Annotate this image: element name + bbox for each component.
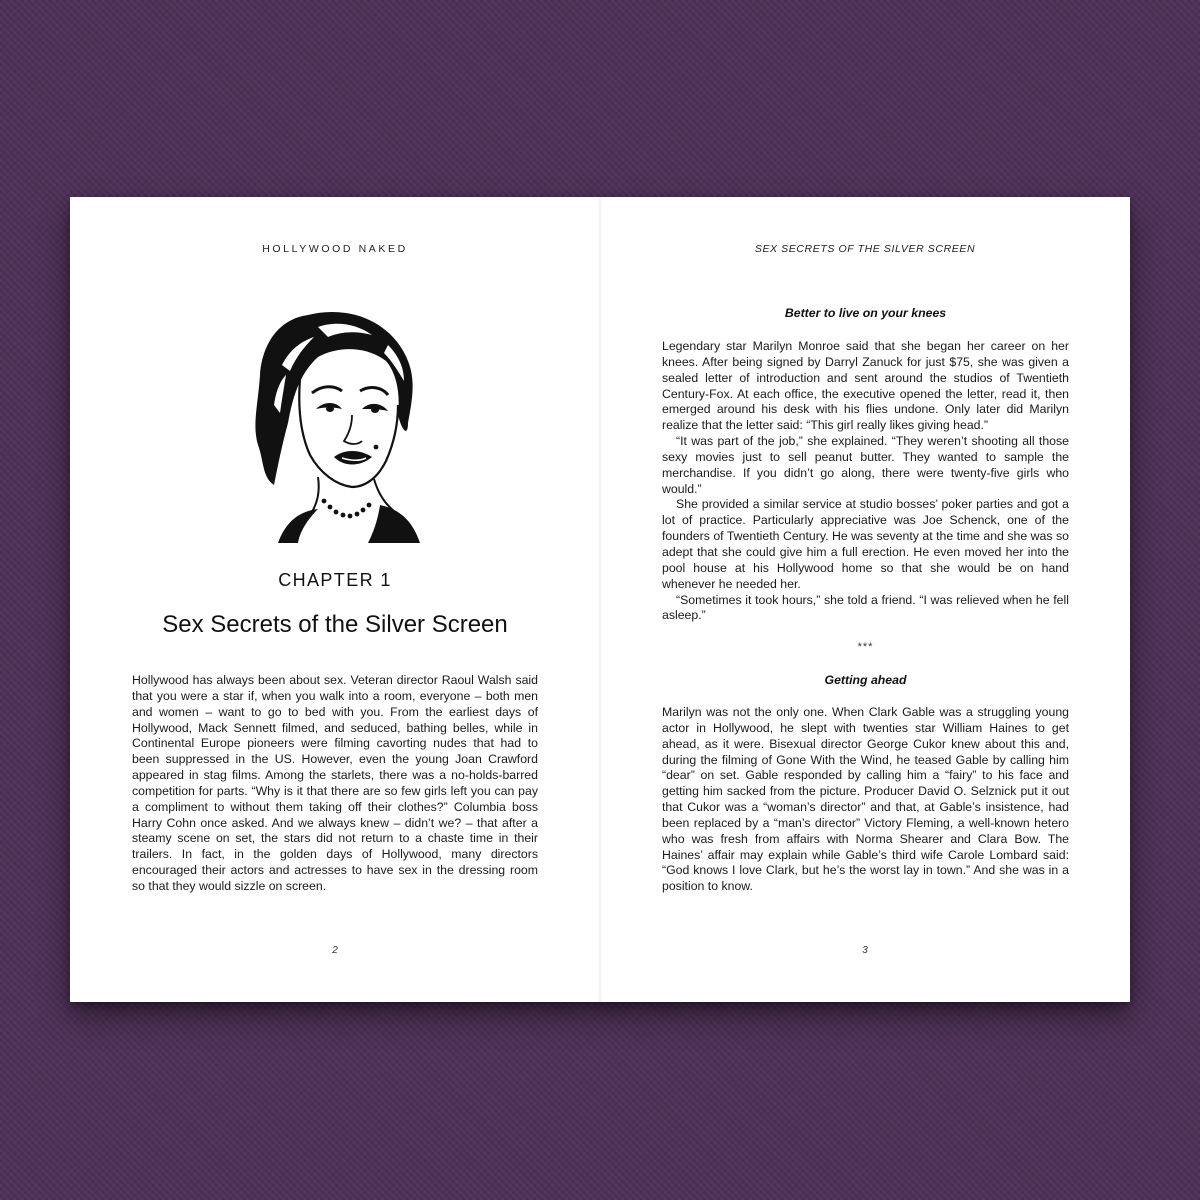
left-page-number: 2 (332, 945, 338, 956)
section-body-getting-ahead (662, 705, 1069, 895)
section-heading-knees: Better to live on your knees (784, 306, 947, 320)
section-heading-getting-ahead: Getting ahead (824, 673, 907, 687)
body-paragraph: Marilyn was not the only one. When Clark Gable was a struggling young actor in Hollywood, he slept with twenties star William Haines to get ahead, as it were. Bisexual director George Cukor knew about this and, during the filming of Gone With the Wind, he teased Gable by calling him “dear” on set. Gable responded by calling him a “fairy” to his face and getting him sacked from the picture. Producer David O. Selznick put it out that Cukor was a “woman’s director” and that, at Gable’s insistence, had been replaced by a “man’s director” Victory Fleming, a well-known hetero who was fresh from affairs with Norma Shearer and Clara Bow. The Haines’ affair may explain while Gable’s third wife Carole Lombard said: “God knows I love Clark, but he’s the worst lay in town.” And she was in a position to know. (662, 705, 1069, 894)
marilyn-portrait-illustration (248, 305, 426, 545)
body-paragraph: Legendary star Marilyn Monroe said that she began her career on her knees. After being signed by Darryl Zanuck for just $75, she was given a sealed letter of introduction and sent around the studios of Twentieth Century-Fox. At each office, the executive opened the letter, read it, then emerged around his desk with his flies undone. Only later did Marilyn realize that the letter said: “This girl really likes giving head.” (662, 339, 1069, 433)
left-body-text (132, 673, 538, 895)
chapter-title: Sex Secrets of the Silver Screen (162, 611, 508, 638)
right-page-number: 3 (862, 945, 868, 956)
chapter-label: CHAPTER 1 (278, 570, 392, 590)
left-page (70, 197, 600, 1002)
book-spread (70, 197, 1130, 1002)
section-separator: *** (857, 641, 874, 653)
body-paragraph: She provided a similar service at studio bosses’ poker parties and got a lot of practice. Particularly appreciative was Joe Schenck, one of the founders of Twentieth Century. He was seventy at the time and she was so adept that she could give him a full erection. He even moved her into the pool house at his Hollywood home so that she would be on hand whenever he needed her. (662, 497, 1069, 591)
left-running-head: HOLLYWOOD NAKED (262, 243, 408, 255)
section-body-knees (662, 339, 1069, 624)
body-paragraph: “It was part of the job,” she explained. “They weren’t shooting all those sexy movies just to sell peanut butter. They wanted to sample the merchandise. If you didn’t go along, there were twenty-five girls who would.” (662, 434, 1069, 496)
body-paragraph: “Sometimes it took hours,” she told a friend. “I was relieved when he fell asleep.” (662, 592, 1069, 623)
body-paragraph: Hollywood has always been about sex. Veteran director Raoul Walsh said that you were a star if, when you walk into a room, everyone – both men and women – want to go to bed with you. From the earliest days of Hollywood, Mack Sennett filmed, and seduced, bathing belles, while in Continental Europe pioneers were filming cavorting nudes that had to been suppressed in the US. However, even the young Joan Crawford appeared in stag films. Among the starlets, there was a no-holds-barred competition for parts. “Why is it that there are so few girls left you can pay a compliment to without them taking off their clothes?” Columbia boss Harry Cohn once asked. And we always knew – didn’t we? – that after a steamy scene on set, the stars did not return to a chaste time in their trailers. In fact, in the golden days of Hollywood, many directors encouraged their actors and actresses to have sex in the dressing room so that they would sizzle on screen. (132, 673, 538, 893)
right-page (600, 197, 1130, 1002)
right-running-head: SEX SECRETS OF THE SILVER SCREEN (754, 243, 976, 255)
